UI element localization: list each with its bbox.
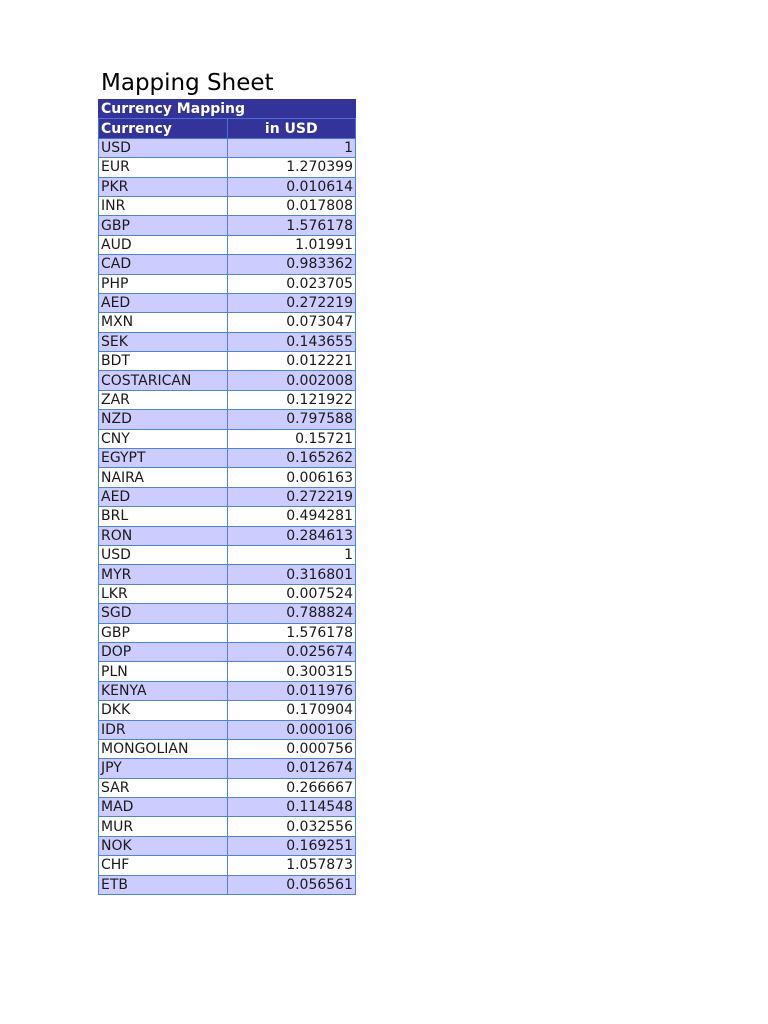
table-row [99,468,356,487]
table-row [99,429,356,448]
currency-code-cell[interactable]: MUR [99,817,228,836]
usd-rate-cell[interactable]: 1 [227,545,356,564]
currency-code-cell[interactable]: SAR [99,778,228,797]
usd-rate-cell[interactable]: 0.983362 [227,255,356,274]
table-row [99,856,356,875]
table-row [99,274,356,293]
currency-code-cell[interactable]: CAD [99,255,228,274]
currency-code-cell[interactable]: NZD [99,410,228,429]
currency-code-cell[interactable]: INR [99,196,228,215]
table-row [99,836,356,855]
usd-rate-cell[interactable]: 0.000756 [227,739,356,758]
table-row [99,410,356,429]
table-body [99,100,356,895]
usd-rate-cell[interactable]: 0.272219 [227,293,356,312]
table-row [99,584,356,603]
table-row [99,352,356,371]
currency-code-cell[interactable]: GBP [99,216,228,235]
table-row [99,138,356,157]
usd-rate-cell[interactable]: 0.143655 [227,332,356,351]
usd-rate-cell[interactable]: 0.169251 [227,836,356,855]
table-row [99,545,356,564]
currency-code-cell[interactable]: IDR [99,720,228,739]
page-title: Mapping Sheet [101,70,274,96]
table-row [99,526,356,545]
table-row [99,293,356,312]
table-row [99,604,356,623]
usd-rate-cell[interactable]: 0.017808 [227,196,356,215]
currency-code-cell[interactable]: ZAR [99,390,228,409]
usd-rate-cell[interactable]: 0.114548 [227,798,356,817]
currency-code-cell[interactable]: JPY [99,759,228,778]
currency-code-cell[interactable]: SEK [99,332,228,351]
table-row [99,701,356,720]
usd-rate-cell[interactable]: 0.15721 [227,429,356,448]
table-row [99,177,356,196]
table-caption: Currency Mapping [99,100,356,119]
currency-code-cell[interactable]: RON [99,526,228,545]
usd-rate-cell[interactable]: 0.023705 [227,274,356,293]
usd-rate-cell[interactable]: 0.788824 [227,604,356,623]
currency-code-cell[interactable]: AED [99,293,228,312]
currency-code-cell[interactable]: BDT [99,352,228,371]
column-header-in-usd: in USD [227,119,356,138]
table-caption-row [99,100,356,119]
usd-rate-cell[interactable]: 1 [227,138,356,157]
currency-code-cell[interactable]: PLN [99,662,228,681]
table-header-row [99,119,356,138]
currency-code-cell[interactable]: MXN [99,313,228,332]
usd-rate-cell[interactable]: 0.025674 [227,642,356,661]
usd-rate-cell[interactable]: 0.316801 [227,565,356,584]
table-row [99,720,356,739]
table-row [99,216,356,235]
usd-rate-cell[interactable]: 0.012674 [227,759,356,778]
usd-rate-cell[interactable]: 0.121922 [227,390,356,409]
table-row [99,565,356,584]
table-row [99,158,356,177]
usd-rate-cell[interactable]: 1.270399 [227,158,356,177]
usd-rate-cell[interactable]: 1.01991 [227,235,356,254]
currency-code-cell[interactable]: MAD [99,798,228,817]
usd-rate-cell[interactable]: 1.576178 [227,216,356,235]
currency-code-cell[interactable]: AUD [99,235,228,254]
usd-rate-cell[interactable]: 0.300315 [227,662,356,681]
currency-code-cell[interactable]: PKR [99,177,228,196]
usd-rate-cell[interactable]: 0.012221 [227,352,356,371]
currency-code-cell[interactable]: PHP [99,274,228,293]
currency-code-cell[interactable]: KENYA [99,681,228,700]
currency-code-cell[interactable]: NAIRA [99,468,228,487]
table-row [99,507,356,526]
currency-code-cell[interactable]: DOP [99,642,228,661]
table-row [99,487,356,506]
usd-rate-cell[interactable]: 0.797588 [227,410,356,429]
currency-code-cell[interactable]: MYR [99,565,228,584]
table-row [99,681,356,700]
usd-rate-cell[interactable]: 0.056561 [227,875,356,894]
usd-rate-cell[interactable]: 0.494281 [227,507,356,526]
table-row [99,235,356,254]
table-row [99,196,356,215]
currency-code-cell[interactable]: CHF [99,856,228,875]
table-row [99,255,356,274]
table-row [99,798,356,817]
usd-rate-cell[interactable]: 0.000106 [227,720,356,739]
usd-rate-cell[interactable]: 0.284613 [227,526,356,545]
currency-code-cell[interactable]: BRL [99,507,228,526]
currency-code-cell[interactable]: EUR [99,158,228,177]
table-row [99,642,356,661]
table-row [99,371,356,390]
currency-code-cell[interactable]: GBP [99,623,228,642]
column-header-currency: Currency [99,119,228,138]
table-row [99,313,356,332]
currency-mapping-table [98,99,356,895]
usd-rate-cell[interactable]: 0.006163 [227,468,356,487]
currency-code-cell[interactable]: NOK [99,836,228,855]
currency-code-cell[interactable]: LKR [99,584,228,603]
currency-code-cell[interactable]: USD [99,545,228,564]
usd-rate-cell[interactable]: 0.010614 [227,177,356,196]
table-row [99,739,356,758]
table-row [99,332,356,351]
usd-rate-cell[interactable]: 0.007524 [227,584,356,603]
currency-code-cell[interactable]: SGD [99,604,228,623]
currency-code-cell[interactable]: COSTARICAN [99,371,228,390]
table-row [99,759,356,778]
usd-rate-cell[interactable]: 0.002008 [227,371,356,390]
table-row [99,778,356,797]
table-row [99,817,356,836]
usd-rate-cell[interactable]: 0.073047 [227,313,356,332]
currency-code-cell[interactable]: DKK [99,701,228,720]
currency-code-cell[interactable]: CNY [99,429,228,448]
currency-code-cell[interactable]: ETB [99,875,228,894]
table-row [99,449,356,468]
usd-rate-cell[interactable]: 1.576178 [227,623,356,642]
table-row [99,623,356,642]
usd-rate-cell[interactable]: 0.032556 [227,817,356,836]
currency-code-cell[interactable]: USD [99,138,228,157]
table-row [99,662,356,681]
usd-rate-cell[interactable]: 1.057873 [227,856,356,875]
currency-code-cell[interactable]: EGYPT [99,449,228,468]
table-row [99,390,356,409]
table-row [99,875,356,894]
usd-rate-cell[interactable]: 0.266667 [227,778,356,797]
currency-code-cell[interactable]: AED [99,487,228,506]
usd-rate-cell[interactable]: 0.170904 [227,701,356,720]
currency-code-cell[interactable]: MONGOLIAN [99,739,228,758]
usd-rate-cell[interactable]: 0.272219 [227,487,356,506]
usd-rate-cell[interactable]: 0.165262 [227,449,356,468]
usd-rate-cell[interactable]: 0.011976 [227,681,356,700]
